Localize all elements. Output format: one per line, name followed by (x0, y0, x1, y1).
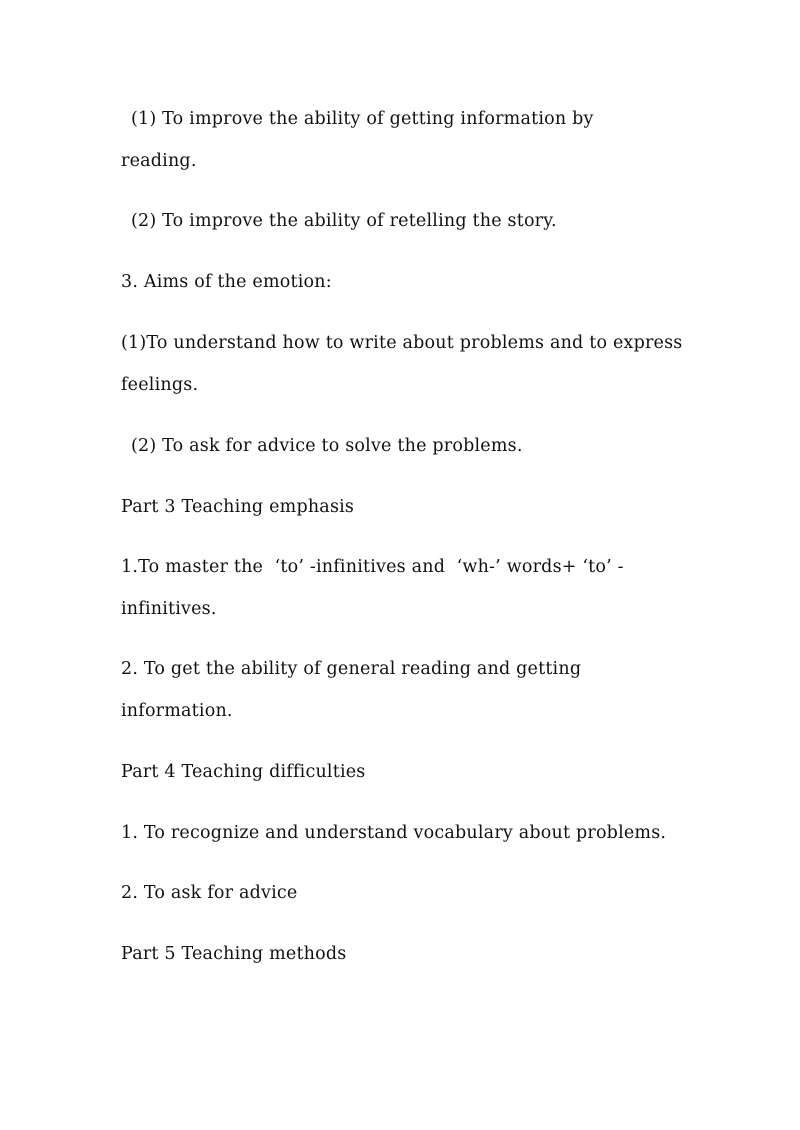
paragraph-line: (2) To improve the ability of retelling the story. (131, 211, 557, 231)
paragraph-line: infinitives. (121, 599, 217, 619)
paragraph-line: (2) To ask for advice to solve the problems. (131, 436, 523, 456)
section-heading: Part 4 Teaching difficulties (121, 762, 366, 782)
paragraph-line: 2. To get the ability of general reading and getting (121, 659, 582, 679)
section-heading: Part 3 Teaching emphasis (121, 497, 355, 517)
paragraph-line: 1.To master the ‘to’ -infinitives and ‘wh-’ words+ ‘to’ - (121, 557, 624, 577)
paragraph-line: (1)To understand how to write about problems and to express (121, 333, 683, 353)
paragraph-line: reading. (121, 151, 197, 171)
paragraph-line: (1) To improve the ability of getting information by (131, 109, 594, 129)
paragraph-line: 1. To recognize and understand vocabulary about problems. (121, 823, 667, 843)
paragraph-line: feelings. (121, 375, 199, 395)
section-heading: 3. Aims of the emotion: (121, 272, 332, 292)
paragraph-line: 2. To ask for advice (121, 883, 298, 903)
section-heading: Part 5 Teaching methods (121, 944, 347, 964)
paragraph-line: information. (121, 701, 233, 721)
